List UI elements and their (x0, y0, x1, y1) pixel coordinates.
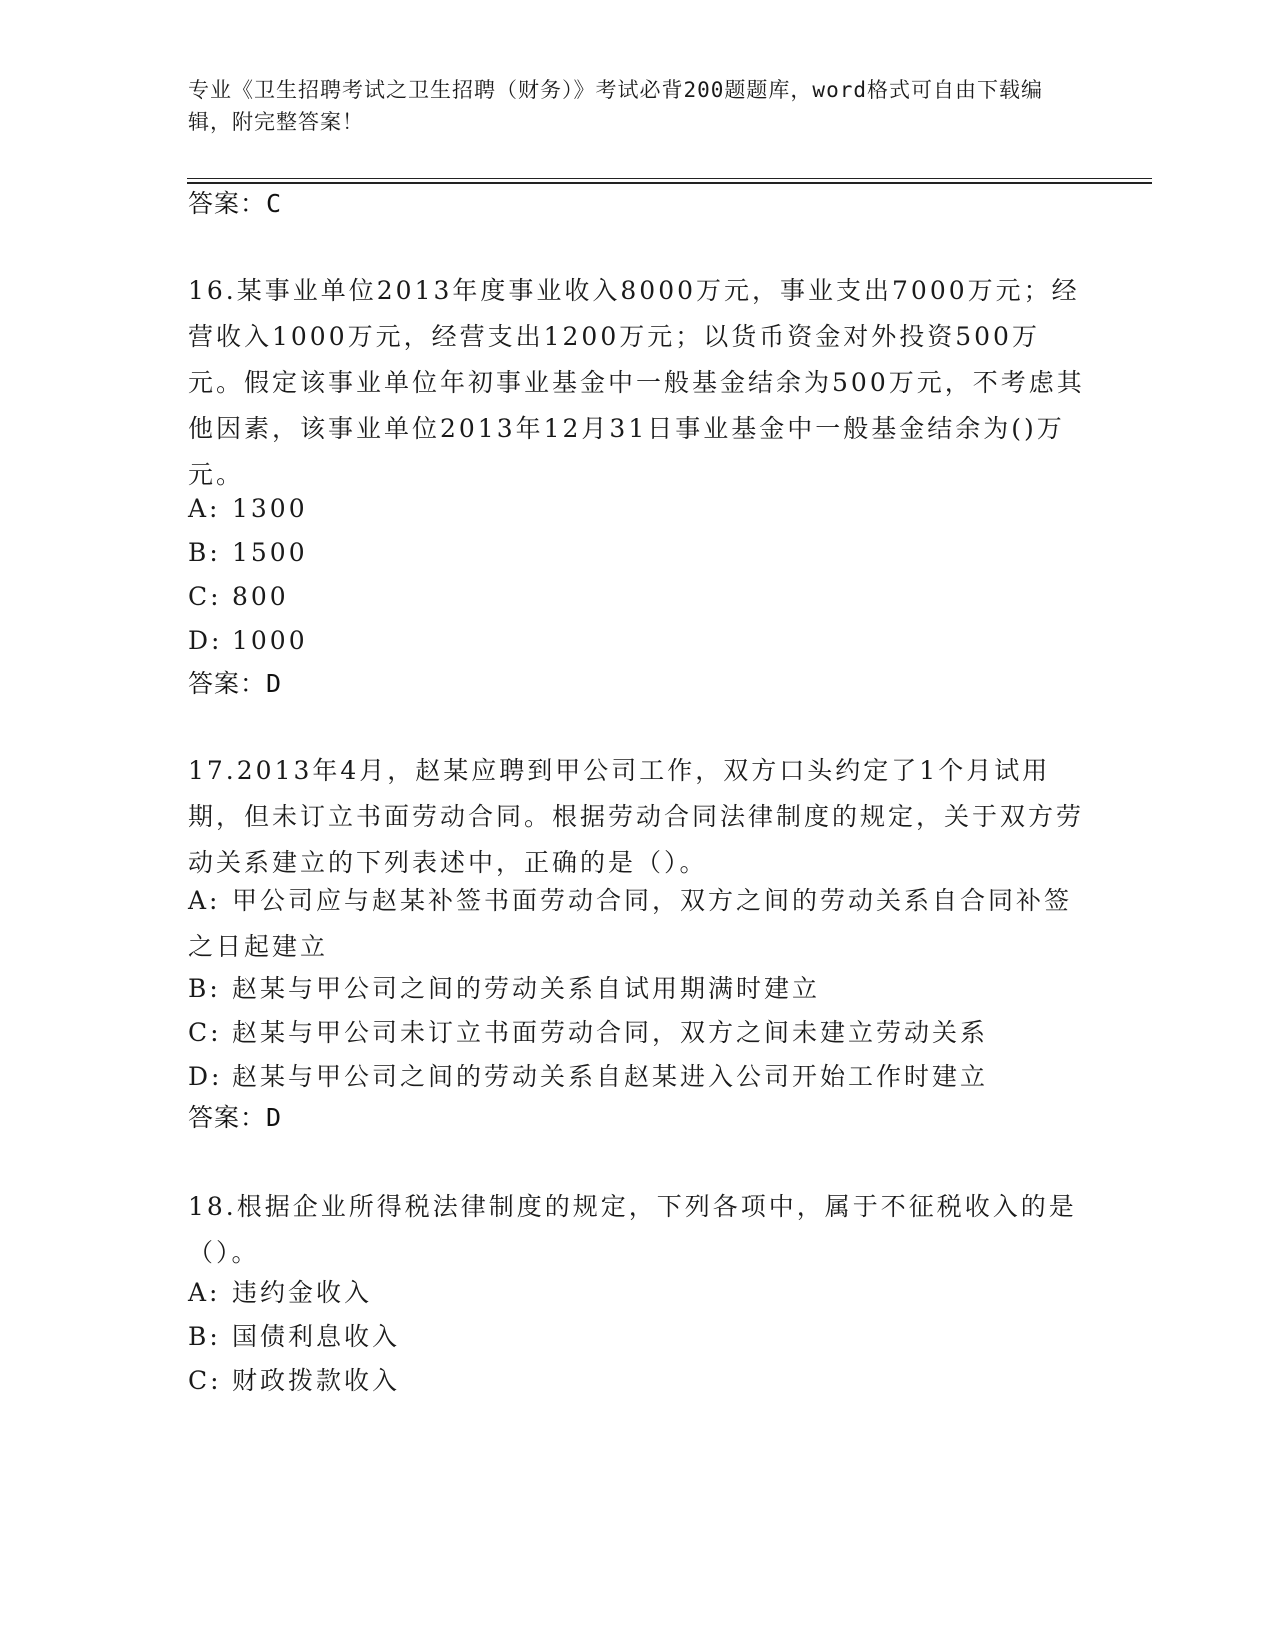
question-number: 16. (188, 276, 237, 305)
option-18-b (188, 1314, 1088, 1360)
option-label: C: (188, 582, 222, 611)
option-text: 国债利息收入 (232, 1322, 401, 1351)
document-header: 专业《卫生招聘考试之卫生招聘（财务）》考试必背200题题库，word格式可自由下载编辑，附完整答案！ (188, 78, 1043, 134)
question-18 (188, 1184, 1088, 1276)
option-text: 财政拨款收入 (232, 1366, 401, 1395)
question-16 (188, 268, 1088, 498)
option-text: 赵某与甲公司之间的劳动关系自试用期满时建立 (232, 974, 821, 1003)
answer-q15: 答案：C (188, 189, 283, 218)
option-16-d (188, 618, 1088, 664)
question-number: 18. (188, 1192, 237, 1221)
option-16-c (188, 574, 1088, 620)
answer-q17: 答案：D (188, 1103, 283, 1132)
header-divider-top (187, 178, 1152, 179)
option-label: A: (188, 494, 221, 523)
option-text: 1000 (232, 626, 308, 655)
option-text: 1500 (232, 538, 308, 567)
option-18-a (188, 1270, 1088, 1316)
option-17-c (188, 1010, 1088, 1056)
answer-q16: 答案：D (188, 669, 283, 698)
option-18-c (188, 1358, 1088, 1404)
question-17 (188, 748, 1088, 886)
option-label: D: (188, 1062, 223, 1091)
option-text: 1300 (232, 494, 308, 523)
option-label: B: (188, 538, 221, 567)
option-label: C: (188, 1366, 222, 1395)
option-16-b (188, 530, 1088, 576)
option-text: 赵某与甲公司之间的劳动关系自赵某进入公司开始工作时建立 (232, 1062, 989, 1091)
option-label: B: (188, 1322, 221, 1351)
question-text: 某事业单位2013年度事业收入8000万元，事业支出7000万元；经营收入1000万元，经营支出1200万元；以货币资金对外投资500万元。假定该事业单位年初事业基金中一般基金结余为500万元，不考虑其他因素，该事业单位2013年12月31日事业基金中一般基金结余为()万元。 (188, 276, 1085, 489)
option-text: 甲公司应与赵某补签书面劳动合同，双方之间的劳动关系自合同补签之日起建立 (188, 886, 1073, 961)
option-label: C: (188, 1018, 222, 1047)
option-16-a (188, 486, 1088, 532)
option-text: 赵某与甲公司未订立书面劳动合同，双方之间未建立劳动关系 (232, 1018, 989, 1047)
question-number: 17. (188, 756, 237, 785)
option-text: 800 (232, 582, 289, 611)
option-label: A: (188, 1278, 221, 1307)
question-text: 2013年4月，赵某应聘到甲公司工作，双方口头约定了1个月试用期，但未订立书面劳动合同。根据劳动合同法律制度的规定，关于双方劳动关系建立的下列表述中，正确的是（）。 (188, 756, 1085, 877)
option-17-a (188, 878, 1088, 970)
header-divider-bottom (187, 182, 1152, 184)
option-label: D: (188, 626, 223, 655)
option-17-d (188, 1054, 1088, 1100)
question-text: 根据企业所得税法律制度的规定，下列各项中，属于不征税收入的是（）。 (188, 1192, 1077, 1267)
option-text: 违约金收入 (232, 1278, 373, 1307)
option-17-b (188, 966, 1088, 1012)
option-label: A: (188, 886, 221, 915)
option-label: B: (188, 974, 221, 1003)
